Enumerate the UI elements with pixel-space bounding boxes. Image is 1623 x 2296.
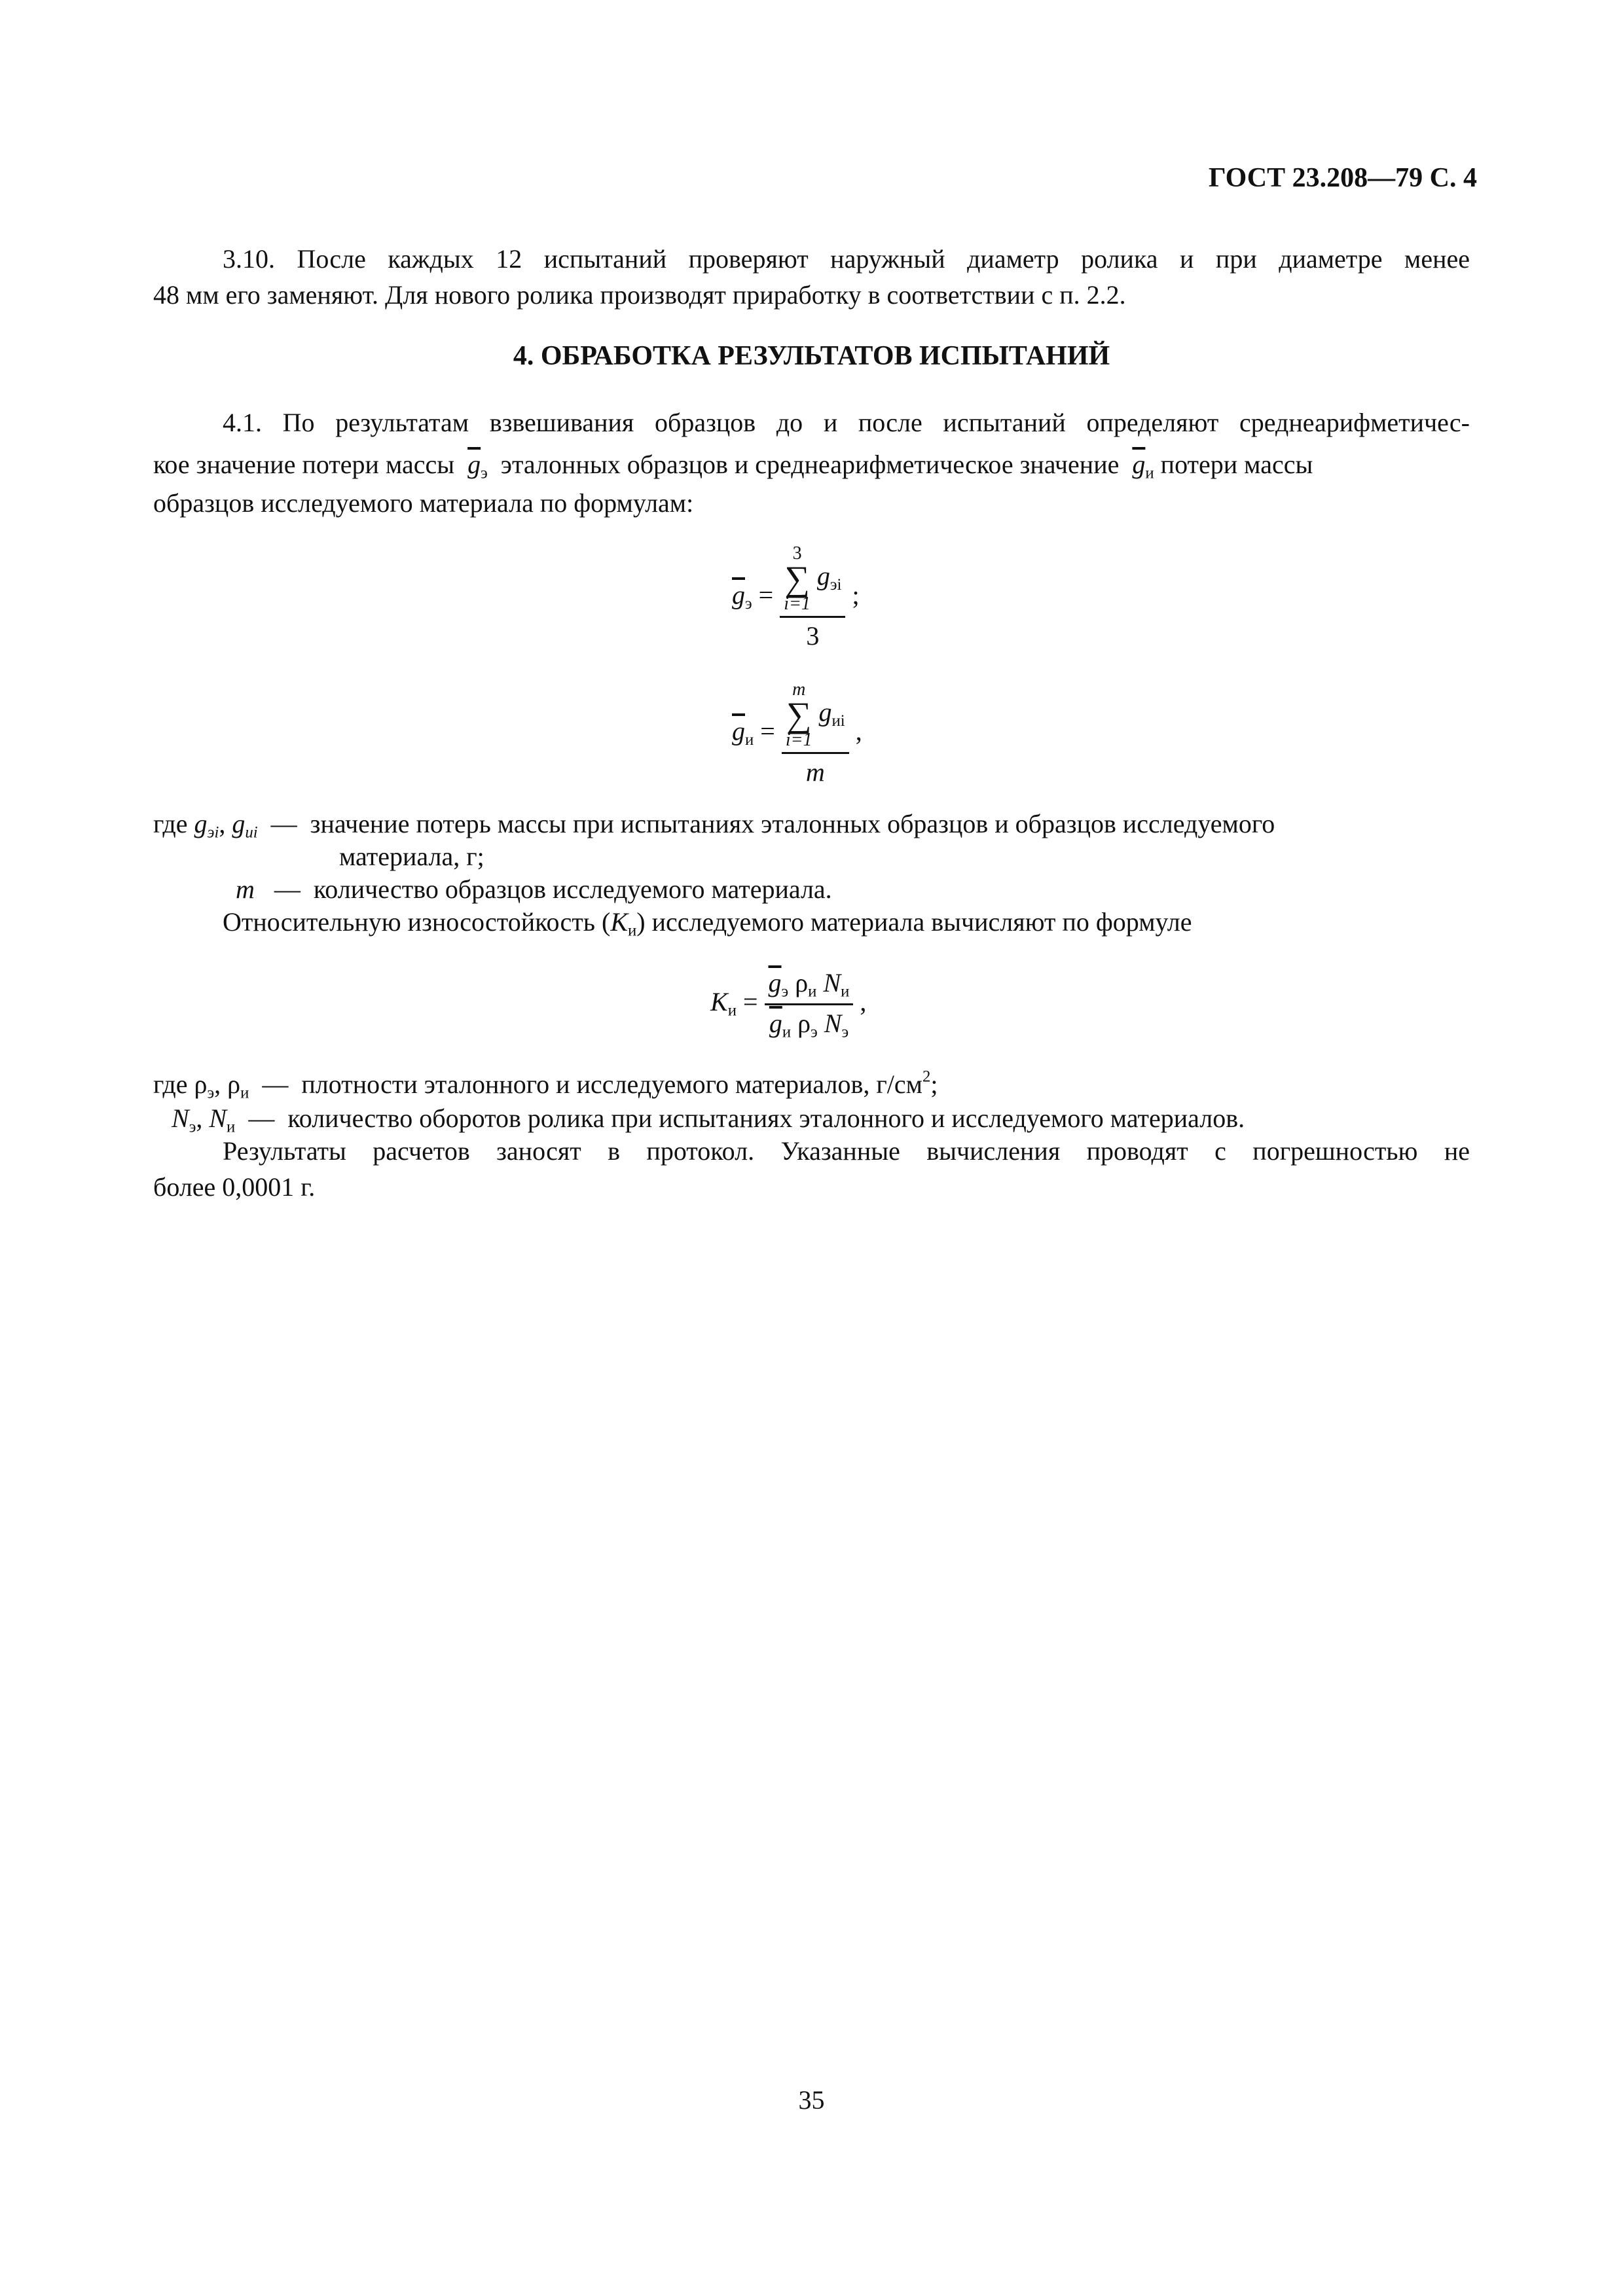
legend-dash: —	[274, 874, 301, 904]
legend-text: значение потерь массы при испытаниях эталонных образцов и образцов исследуемого	[310, 809, 1275, 838]
paragraph-4-1-line3: образцов исследуемого материала по формулам:	[153, 488, 694, 518]
fraction-numerator	[780, 545, 845, 618]
num-n: N	[823, 968, 841, 997]
symbol-sub: и	[1145, 464, 1154, 482]
formula-punct: ,	[860, 987, 867, 1017]
fraction-numerator	[782, 681, 849, 754]
paragraph-3-10-line2: 48 мм его заменяют. Для нового ролика производят приработку в соответствии с п. 2.2.	[153, 280, 1126, 310]
legend-symbol: N	[172, 1103, 189, 1133]
den-g-sub: и	[782, 1023, 792, 1041]
num-rho: ρ	[795, 968, 809, 997]
legend-symbol-sub: и	[240, 1084, 249, 1102]
formula-lhs: $\overline{g}$	[732, 716, 745, 746]
fraction	[780, 545, 845, 651]
legend-symbol: g	[232, 809, 246, 838]
symbol-g-bar: $\overline{g}$	[467, 450, 481, 479]
text-span: эталонных образцов и среднеарифметическое значение	[500, 450, 1120, 479]
sum-lower-limit: i=1	[784, 593, 811, 614]
sum-lower-limit: i=1	[785, 729, 812, 750]
legend-text: количество образцов исследуемого материала.	[313, 874, 832, 904]
den-g: $\overline{g}$	[769, 1009, 782, 1039]
legend-g-values-cont: материала, г;	[339, 842, 484, 871]
symbol-k: K	[610, 907, 629, 937]
equals-sign: =	[760, 716, 775, 746]
num-g: $\overline{g}$	[768, 968, 782, 997]
legend-symbol-sub: и	[227, 1118, 236, 1136]
legend-m	[236, 874, 832, 905]
paragraph-relative-wear	[223, 906, 1192, 941]
legend-prefix: где	[153, 809, 188, 838]
equals-sign: =	[758, 580, 774, 610]
formula-lhs-sub: и	[745, 730, 754, 749]
sum-term-sub: эi	[830, 575, 842, 594]
num-g-sub: э	[781, 982, 789, 1001]
formula-lhs: $\overline{g}$	[732, 580, 745, 610]
fraction-denominator: m	[805, 757, 825, 787]
legend-sep: ,	[219, 809, 226, 838]
text-span: Относительную износостойкость (	[223, 907, 611, 937]
legend-prefix: где ρ	[153, 1069, 208, 1099]
sum-term: g	[816, 561, 830, 591]
den-n: N	[824, 1009, 842, 1039]
sum-upper-limit: 3	[792, 543, 802, 564]
fraction	[782, 681, 849, 787]
symbol-sub: э	[481, 464, 488, 482]
legend-symbol-sub: э	[207, 1084, 215, 1102]
legend-g-values	[153, 808, 1275, 842]
legend-dash: —	[248, 1103, 275, 1133]
legend-density	[153, 1069, 938, 1103]
text-line: 4.1. По результатам взвешивания образцов до и после испытаний определяют среднеарифметичес-	[223, 408, 1470, 437]
num-n-sub: и	[841, 982, 850, 1001]
paragraph-results-line2: более 0,0001 г.	[153, 1172, 316, 1202]
formula-lhs-sub: и	[727, 1001, 737, 1020]
legend-sep: ,	[196, 1103, 210, 1133]
legend-symbol-sub: иi	[245, 823, 258, 842]
formula-lhs: K	[710, 987, 728, 1017]
sigma-symbol: ∑	[786, 695, 812, 734]
formula-punct: ,	[855, 716, 862, 746]
legend-text: плотности эталонного и исследуемого материалов, г/см	[301, 1069, 922, 1099]
fraction-numerator	[765, 967, 854, 1005]
legend-symbol: g	[194, 809, 208, 838]
symbol-g-bar: $\overline{g}$	[1132, 450, 1146, 479]
num-rho-sub: и	[808, 982, 817, 1001]
legend-symbol: m	[236, 874, 255, 904]
fraction-denominator	[765, 1005, 854, 1041]
text-span: потери массы	[1160, 450, 1313, 479]
unit-superscript: 2	[922, 1067, 931, 1086]
equals-sign: =	[742, 987, 758, 1017]
text-span: ) исследуемого материала вычисляют по формуле	[636, 907, 1192, 937]
legend-sep: , ρ	[214, 1069, 241, 1099]
formula-relative-wear	[710, 967, 866, 1042]
sum-upper-limit: m	[792, 679, 806, 700]
text-line: Результаты расчетов заносят в протокол. Указанные вычисления проводят с погрешностью не	[223, 1136, 1470, 1166]
legend-dash: —	[270, 809, 297, 838]
summation	[784, 545, 811, 613]
sigma-symbol: ∑	[784, 559, 810, 598]
sum-term: g	[818, 697, 832, 727]
den-n-sub: э	[841, 1023, 849, 1041]
symbol-sub: и	[628, 922, 637, 940]
legend-symbol: N	[209, 1103, 227, 1133]
legend-dash: —	[262, 1069, 289, 1099]
sum-term-sub: иi	[831, 711, 845, 730]
paragraph-4-1-line2	[153, 449, 1313, 483]
paragraph-results-line1	[223, 1136, 1470, 1167]
legend-end: ;	[930, 1069, 938, 1099]
formula-mean-etalon	[732, 545, 860, 651]
text-span: кое значение потери массы	[153, 450, 455, 479]
fraction-denominator: 3	[806, 620, 820, 651]
den-rho-sub: э	[811, 1023, 818, 1041]
formula-punct: ;	[852, 580, 860, 610]
page-number: 35	[798, 2085, 825, 2115]
fraction	[765, 967, 854, 1042]
formula-mean-test	[732, 681, 862, 787]
legend-text: количество оборотов ролика при испытаниях эталонного и исследуемого материалов.	[287, 1103, 1245, 1133]
section-heading: 4. ОБРАБОТКА РЕЗУЛЬТАТОВ ИСПЫТАНИЙ	[513, 341, 1110, 371]
text-line: 3.10. После каждых 12 испытаний проверяют наружный диаметр ролика и при диаметре менее	[223, 244, 1470, 274]
paragraph-3-10-line1	[223, 243, 1470, 275]
running-header: ГОСТ 23.208—79 С. 4	[1208, 163, 1477, 193]
legend-symbol-sub: эi	[207, 823, 219, 842]
paragraph-4-1-line1	[223, 407, 1470, 439]
legend-revolutions	[172, 1103, 1245, 1137]
formula-lhs-sub: э	[745, 594, 752, 613]
den-rho: ρ	[797, 1009, 811, 1039]
legend-symbol-sub: э	[189, 1118, 196, 1136]
summation	[786, 681, 812, 749]
